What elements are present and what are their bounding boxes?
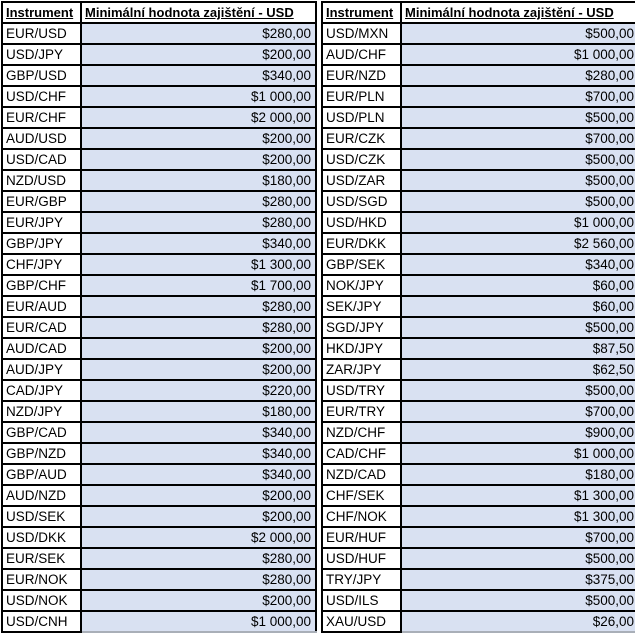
table-row	[2, 590, 316, 611]
table-row	[322, 569, 635, 590]
table-row	[322, 485, 635, 506]
min-collateral-value-cell: $180,00	[401, 464, 635, 485]
table-row	[322, 191, 635, 212]
instrument-cell: GBP/NZD	[2, 443, 81, 464]
table-row	[322, 338, 635, 359]
table-row	[2, 254, 316, 275]
table-row	[322, 464, 635, 485]
min-collateral-value-cell: $340,00	[81, 233, 316, 254]
table-row	[2, 65, 316, 86]
instrument-cell: HKD/JPY	[322, 338, 401, 359]
table-row	[322, 44, 635, 65]
table-row	[322, 506, 635, 527]
min-collateral-value-cell: $500,00	[401, 590, 635, 611]
instrument-cell: SGD/JPY	[322, 317, 401, 338]
min-collateral-value-cell: $500,00	[401, 23, 635, 44]
instrument-cell: EUR/DKK	[322, 233, 401, 254]
table-row	[2, 44, 316, 65]
instrument-cell: GBP/USD	[2, 65, 81, 86]
min-collateral-value-cell: $500,00	[401, 149, 635, 170]
instrument-cell: CHF/SEK	[322, 485, 401, 506]
min-collateral-value-cell: $1 000,00	[81, 611, 316, 632]
instrument-cell: USD/SEK	[2, 506, 81, 527]
instrument-cell: CHF/JPY	[2, 254, 81, 275]
instrument-cell: USD/JPY	[2, 44, 81, 65]
table-row	[322, 401, 635, 422]
min-collateral-value-cell: $700,00	[401, 527, 635, 548]
instrument-cell: GBP/CHF	[2, 275, 81, 296]
instrument-cell: USD/MXN	[322, 23, 401, 44]
min-collateral-value-cell: $340,00	[81, 443, 316, 464]
min-collateral-value-cell: $180,00	[81, 401, 316, 422]
instrument-column-header: Instrument	[322, 2, 401, 23]
instrument-cell: GBP/SEK	[322, 254, 401, 275]
min-collateral-value-cell: $60,00	[401, 296, 635, 317]
table-row	[2, 149, 316, 170]
instrument-cell: XAU/USD	[322, 611, 401, 632]
table-row	[2, 401, 316, 422]
min-collateral-value-cell: $280,00	[81, 317, 316, 338]
table-row	[322, 527, 635, 548]
min-collateral-value-cell: $220,00	[81, 380, 316, 401]
table-row	[322, 233, 635, 254]
min-collateral-value-cell: $280,00	[81, 23, 316, 44]
table-row	[322, 422, 635, 443]
instrument-cell: AUD/JPY	[2, 359, 81, 380]
min-collateral-value-cell: $280,00	[81, 191, 316, 212]
min-collateral-value-cell: $87,50	[401, 338, 635, 359]
instrument-cell: EUR/CZK	[322, 128, 401, 149]
table-row	[2, 569, 316, 590]
table-row	[322, 590, 635, 611]
instrument-cell: CAD/CHF	[322, 443, 401, 464]
instrument-cell: EUR/PLN	[322, 86, 401, 107]
instrument-cell: SEK/JPY	[322, 296, 401, 317]
min-collateral-value-cell: $1 000,00	[81, 86, 316, 107]
instrument-cell: EUR/NZD	[322, 65, 401, 86]
instrument-cell: USD/ZAR	[322, 170, 401, 191]
min-collateral-column-header: Minimální hodnota zajištění - USD	[81, 2, 316, 23]
table-row	[322, 548, 635, 569]
table-row	[2, 128, 316, 149]
instrument-cell: USD/CHF	[2, 86, 81, 107]
instrument-cell: EUR/HUF	[322, 527, 401, 548]
table-row	[2, 422, 316, 443]
table-row	[2, 296, 316, 317]
table-row	[322, 254, 635, 275]
margin-table-right	[321, 1, 635, 633]
instrument-cell: USD/HKD	[322, 212, 401, 233]
table-row	[2, 548, 316, 569]
instrument-cell: ZAR/JPY	[322, 359, 401, 380]
instrument-cell: CAD/JPY	[2, 380, 81, 401]
min-collateral-value-cell: $200,00	[81, 485, 316, 506]
min-collateral-value-cell: $500,00	[401, 107, 635, 128]
instrument-cell: USD/PLN	[322, 107, 401, 128]
header-row	[322, 2, 635, 23]
instrument-cell: EUR/CAD	[2, 317, 81, 338]
instrument-column-header: Instrument	[2, 2, 81, 23]
instrument-cell: NZD/JPY	[2, 401, 81, 422]
min-collateral-value-cell: $500,00	[401, 170, 635, 191]
instrument-cell: USD/CAD	[2, 149, 81, 170]
table-row	[2, 107, 316, 128]
instrument-cell: AUD/CHF	[322, 44, 401, 65]
table-row	[322, 170, 635, 191]
min-collateral-value-cell: $200,00	[81, 44, 316, 65]
min-collateral-value-cell: $700,00	[401, 86, 635, 107]
min-collateral-value-cell: $280,00	[81, 212, 316, 233]
min-collateral-value-cell: $340,00	[81, 65, 316, 86]
min-collateral-value-cell: $500,00	[401, 191, 635, 212]
instrument-cell: NZD/CHF	[322, 422, 401, 443]
min-collateral-value-cell: $200,00	[81, 149, 316, 170]
min-collateral-value-cell: $340,00	[81, 464, 316, 485]
instrument-cell: EUR/AUD	[2, 296, 81, 317]
min-collateral-value-cell: $200,00	[81, 128, 316, 149]
table-row	[2, 233, 316, 254]
table-row	[2, 485, 316, 506]
instrument-cell: EUR/NOK	[2, 569, 81, 590]
min-collateral-value-cell: $500,00	[401, 380, 635, 401]
instrument-cell: USD/HUF	[322, 548, 401, 569]
instrument-cell: USD/ILS	[322, 590, 401, 611]
min-collateral-value-cell: $200,00	[81, 338, 316, 359]
instrument-cell: GBP/CAD	[2, 422, 81, 443]
min-collateral-value-cell: $60,00	[401, 275, 635, 296]
min-collateral-value-cell: $2 560,00	[401, 233, 635, 254]
table-row	[2, 506, 316, 527]
min-collateral-value-cell: $280,00	[401, 65, 635, 86]
table-row	[2, 212, 316, 233]
min-collateral-value-cell: $200,00	[81, 590, 316, 611]
instrument-cell: AUD/NZD	[2, 485, 81, 506]
min-collateral-value-cell: $200,00	[81, 359, 316, 380]
table-row	[322, 23, 635, 44]
min-collateral-value-cell: $1 300,00	[81, 254, 316, 275]
instrument-cell: USD/DKK	[2, 527, 81, 548]
table-row	[2, 359, 316, 380]
min-collateral-column-header: Minimální hodnota zajištění - USD	[401, 2, 635, 23]
min-collateral-value-cell: $180,00	[81, 170, 316, 191]
min-collateral-value-cell: $1 000,00	[401, 212, 635, 233]
instrument-cell: NZD/USD	[2, 170, 81, 191]
table-row	[2, 86, 316, 107]
table-row	[322, 107, 635, 128]
instrument-cell: EUR/CHF	[2, 107, 81, 128]
instrument-cell: EUR/TRY	[322, 401, 401, 422]
table-row	[2, 380, 316, 401]
min-collateral-value-cell: $900,00	[401, 422, 635, 443]
instrument-cell: USD/CZK	[322, 149, 401, 170]
table-row	[2, 464, 316, 485]
instrument-cell: GBP/AUD	[2, 464, 81, 485]
min-collateral-value-cell: $2 000,00	[81, 527, 316, 548]
table-row	[322, 359, 635, 380]
table-row	[2, 275, 316, 296]
header-row	[2, 2, 316, 23]
min-collateral-value-cell: $200,00	[81, 506, 316, 527]
table-row	[322, 86, 635, 107]
table-row	[322, 275, 635, 296]
table-row	[2, 338, 316, 359]
min-collateral-value-cell: $1 300,00	[401, 506, 635, 527]
instrument-cell: EUR/JPY	[2, 212, 81, 233]
table-row	[2, 527, 316, 548]
instrument-cell: EUR/GBP	[2, 191, 81, 212]
instrument-cell: USD/TRY	[322, 380, 401, 401]
instrument-cell: USD/SGD	[322, 191, 401, 212]
table-row	[322, 317, 635, 338]
instrument-cell: EUR/SEK	[2, 548, 81, 569]
min-collateral-value-cell: $700,00	[401, 401, 635, 422]
min-collateral-value-cell: $62,50	[401, 359, 635, 380]
table-row	[2, 317, 316, 338]
table-row	[2, 170, 316, 191]
table-row	[322, 65, 635, 86]
instrument-cell: CHF/NOK	[322, 506, 401, 527]
table-row	[322, 212, 635, 233]
instrument-cell: EUR/USD	[2, 23, 81, 44]
table-row	[322, 380, 635, 401]
instrument-cell: NOK/JPY	[322, 275, 401, 296]
min-collateral-value-cell: $280,00	[81, 548, 316, 569]
instrument-cell: USD/CNH	[2, 611, 81, 632]
table-row	[322, 443, 635, 464]
min-collateral-value-cell: $375,00	[401, 569, 635, 590]
min-collateral-value-cell: $2 000,00	[81, 107, 316, 128]
table-row	[2, 611, 316, 632]
min-collateral-value-cell: $280,00	[81, 569, 316, 590]
min-collateral-value-cell: $280,00	[81, 296, 316, 317]
min-collateral-value-cell: $1 000,00	[401, 44, 635, 65]
instrument-cell: TRY/JPY	[322, 569, 401, 590]
instrument-cell: AUD/USD	[2, 128, 81, 149]
instrument-cell: AUD/CAD	[2, 338, 81, 359]
table-row	[2, 191, 316, 212]
instrument-cell: GBP/JPY	[2, 233, 81, 254]
min-collateral-value-cell: $340,00	[401, 254, 635, 275]
instrument-cell: NZD/CAD	[322, 464, 401, 485]
instrument-cell: USD/NOK	[2, 590, 81, 611]
table-row	[2, 443, 316, 464]
min-collateral-value-cell: $500,00	[401, 548, 635, 569]
table-row	[322, 611, 635, 632]
min-collateral-value-cell: $1 300,00	[401, 485, 635, 506]
table-row	[322, 296, 635, 317]
margin-table-left	[1, 1, 317, 633]
min-collateral-value-cell: $1 700,00	[81, 275, 316, 296]
min-collateral-value-cell: $500,00	[401, 317, 635, 338]
min-collateral-value-cell: $26,00	[401, 611, 635, 632]
table-row	[322, 128, 635, 149]
table-row	[2, 23, 316, 44]
min-collateral-value-cell: $1 000,00	[401, 443, 635, 464]
table-row	[322, 149, 635, 170]
min-collateral-value-cell: $340,00	[81, 422, 316, 443]
min-collateral-value-cell: $700,00	[401, 128, 635, 149]
